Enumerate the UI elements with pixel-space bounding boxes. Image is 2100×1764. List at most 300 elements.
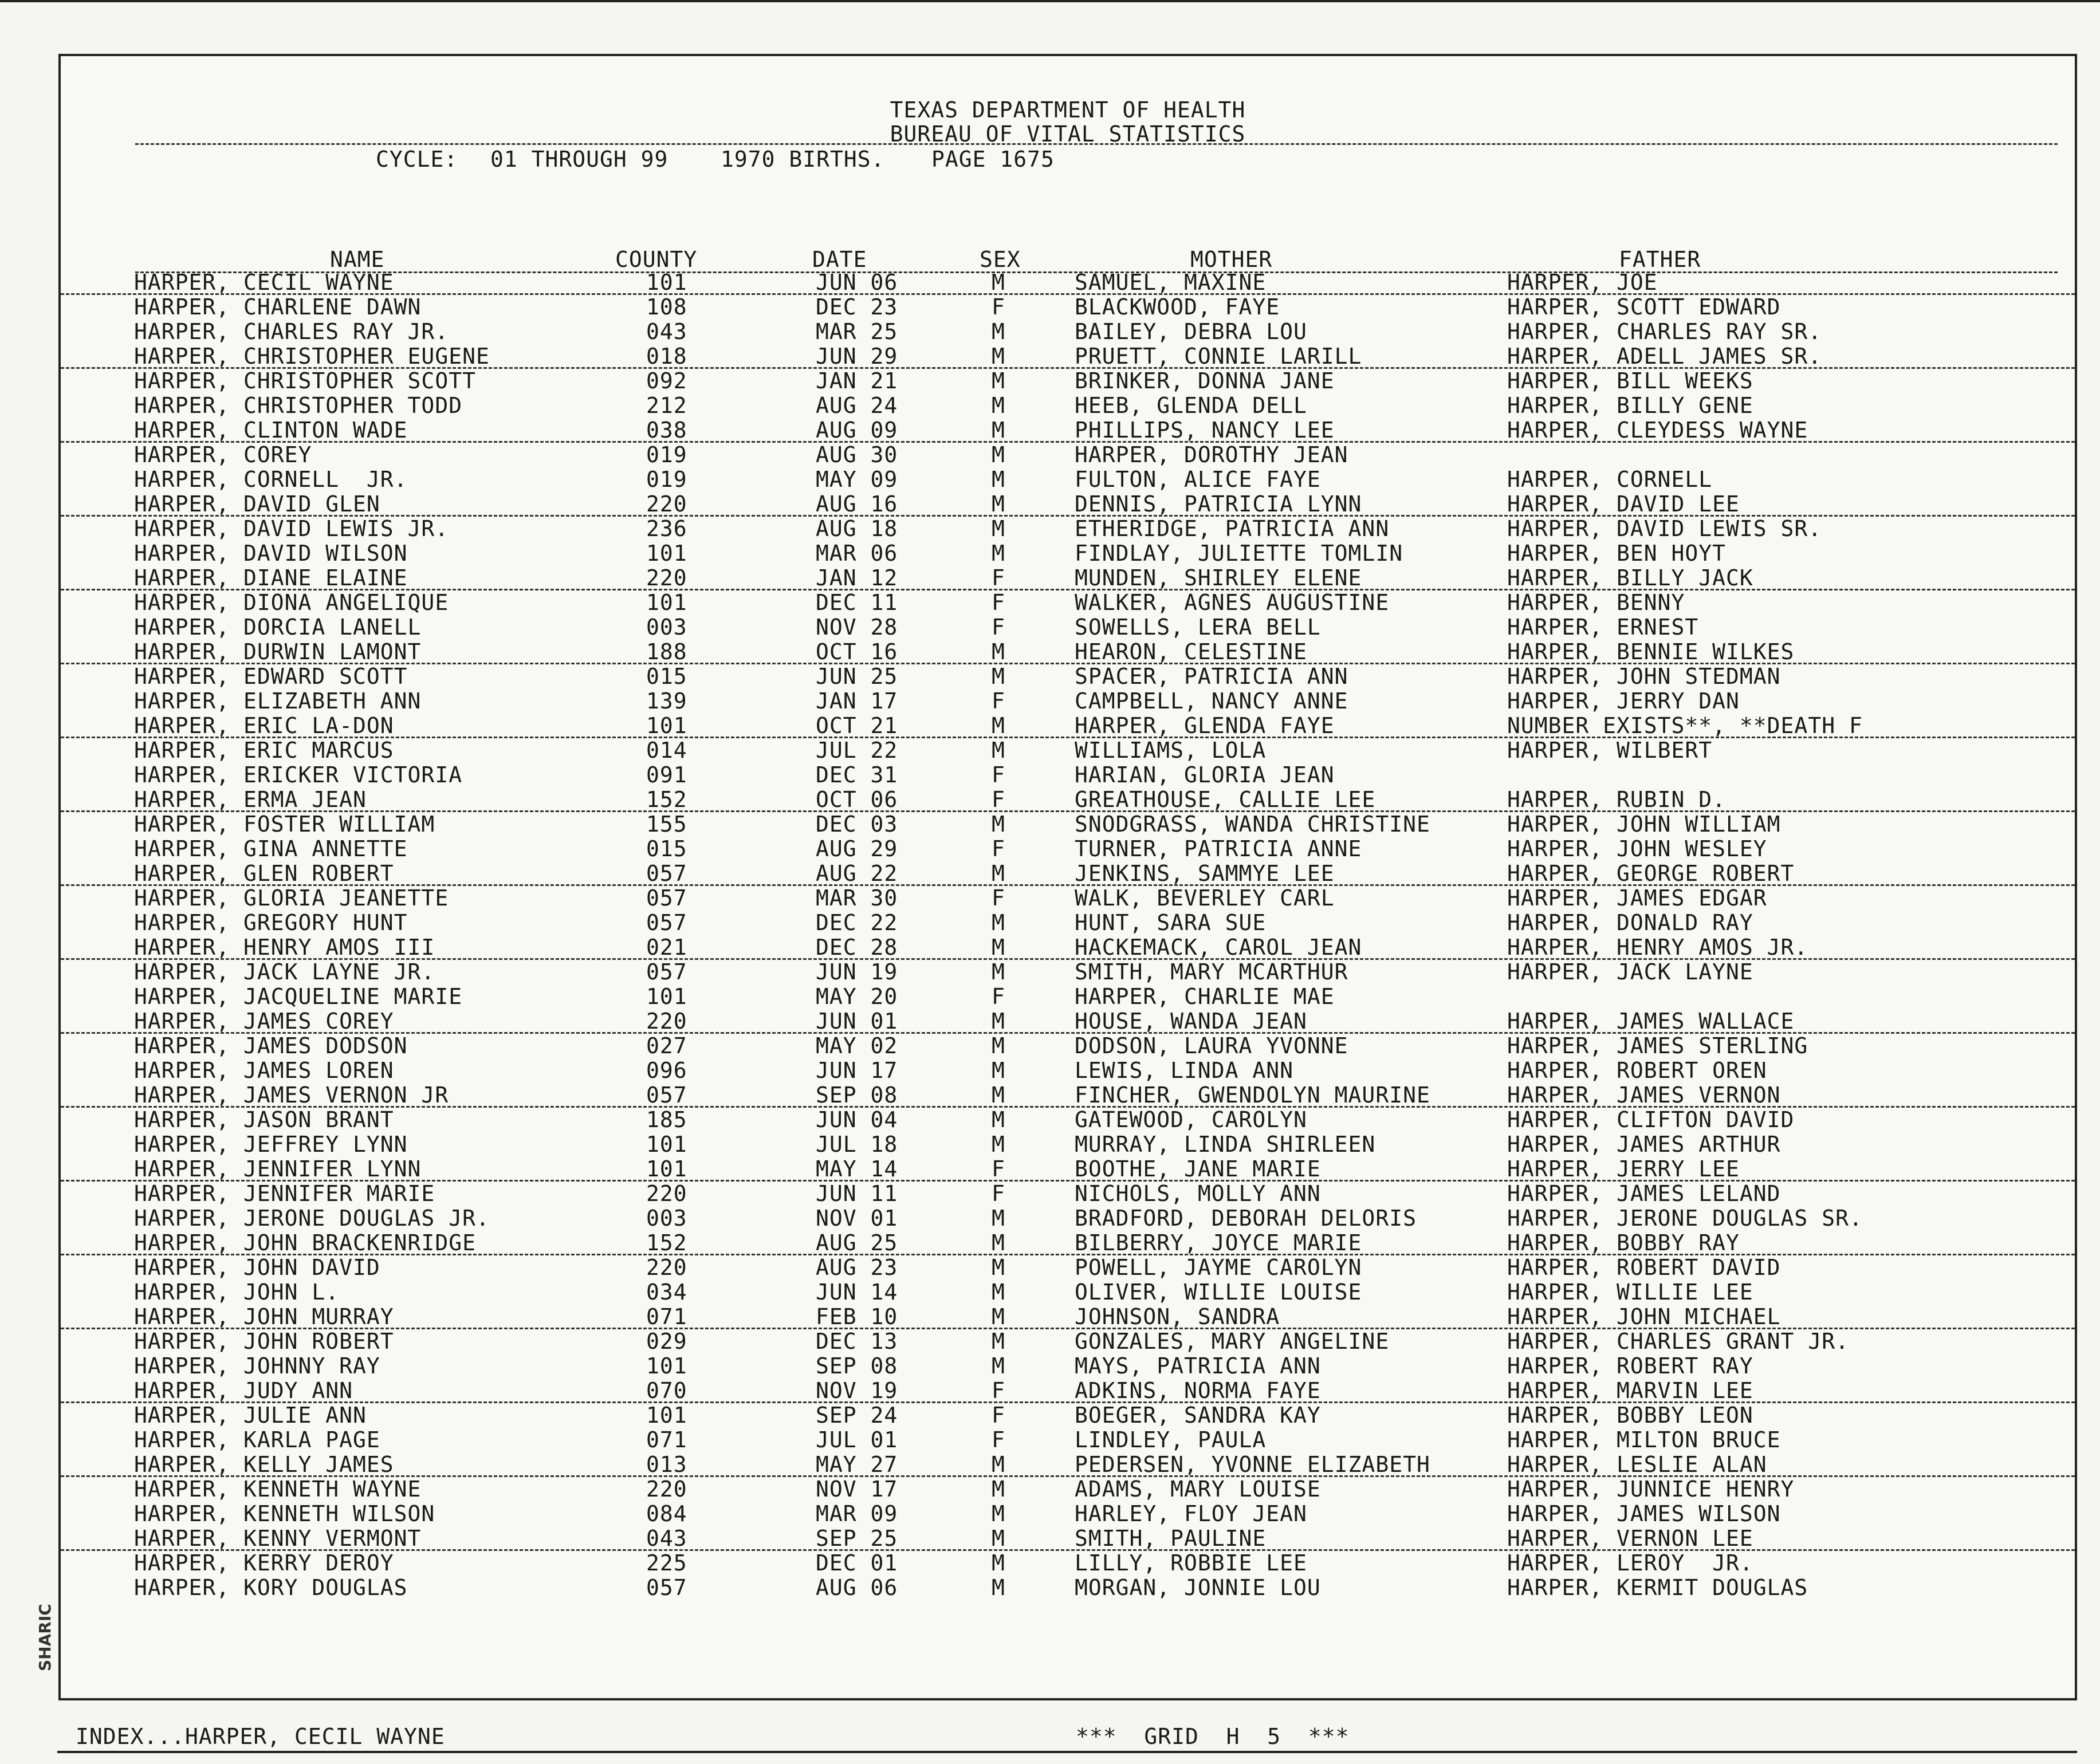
cell-mother: BLACKWOOD, FAYE (1075, 294, 1280, 320)
cell-county: 101 (646, 270, 687, 295)
cell-sex: M (992, 1550, 1005, 1576)
cell-sex: M (992, 1132, 1005, 1157)
cell-name: HARPER, JASON BRANT (134, 1107, 394, 1132)
cell-date: MAY 14 (816, 1156, 898, 1182)
cell-sex: M (992, 664, 1005, 689)
cell-mother: SMITH, MARY MCARTHUR (1075, 959, 1348, 985)
table-row (61, 517, 2075, 541)
cell-county: 220 (646, 1009, 687, 1034)
table-row (61, 344, 2075, 369)
cell-mother: WALKER, AGNES AUGUSTINE (1075, 590, 1390, 615)
cell-county: 101 (646, 1353, 687, 1379)
cell-father: HARPER, HENRY AMOS JR. (1507, 935, 1808, 960)
cell-sex: M (992, 1206, 1005, 1231)
table-row (61, 1108, 2075, 1132)
cell-date: JUN 17 (816, 1058, 898, 1083)
cell-name: HARPER, JULIE ANN (134, 1403, 367, 1428)
cell-mother: LINDLEY, PAULA (1075, 1427, 1267, 1452)
cell-mother: MURRAY, LINDA SHIRLEEN (1075, 1132, 1376, 1157)
cell-father: HARPER, DONALD RAY (1507, 910, 1753, 935)
cell-date: AUG 22 (816, 861, 898, 886)
cell-mother: BILBERRY, JOYCE MARIE (1075, 1230, 1362, 1255)
cell-sex: M (992, 713, 1005, 738)
cell-father: HARPER, DAVID LEWIS SR. (1507, 516, 1822, 541)
cell-county: 152 (646, 787, 687, 812)
cell-name: HARPER, JOHN DAVID (134, 1255, 380, 1280)
cell-name: HARPER, JERONE DOUGLAS JR. (134, 1206, 490, 1231)
cell-county: 057 (646, 861, 687, 886)
cell-county: 091 (646, 762, 687, 788)
cell-sex: M (992, 491, 1005, 517)
cell-father: HARPER, WILLIE LEE (1507, 1279, 1753, 1305)
table-row (61, 763, 2075, 788)
cell-father: HARPER, JAMES ARTHUR (1507, 1132, 1781, 1157)
cell-date: AUG 16 (816, 491, 898, 517)
cell-county: 027 (646, 1033, 687, 1058)
cell-mother: GONZALES, MARY ANGELINE (1075, 1329, 1390, 1354)
cell-father: HARPER, CHARLES RAY SR. (1507, 319, 1822, 344)
cell-father: HARPER, LEROY JR. (1507, 1550, 1753, 1576)
cell-county: 188 (646, 639, 687, 664)
cell-date: AUG 25 (816, 1230, 898, 1255)
col-mother: MOTHER (1190, 247, 1273, 272)
cell-date: JUL 01 (816, 1427, 898, 1452)
microfiche-frame (58, 54, 2077, 1749)
cell-date: AUG 29 (816, 836, 898, 861)
table-row (61, 1280, 2075, 1305)
cell-sex: M (992, 639, 1005, 664)
cell-mother: MUNDEN, SHIRLEY ELENE (1075, 565, 1362, 590)
cell-date: JUL 22 (816, 738, 898, 763)
table-row (61, 640, 2075, 664)
cell-mother: GREATHOUSE, CALLIE LEE (1075, 787, 1376, 812)
cell-county: 225 (646, 1550, 687, 1576)
cell-name: HARPER, KENNETH WILSON (134, 1501, 435, 1526)
cell-mother: HEARON, CELESTINE (1075, 639, 1307, 664)
cell-date: JUN 11 (816, 1181, 898, 1206)
table-row (61, 1576, 2075, 1600)
table-row (61, 788, 2075, 812)
cell-county: 101 (646, 1132, 687, 1157)
cell-sex: M (992, 393, 1005, 418)
cell-father: HARPER, MARVIN LEE (1507, 1378, 1753, 1403)
table-row (61, 1452, 2075, 1477)
cell-sex: F (992, 1181, 1005, 1206)
cell-date: SEP 25 (816, 1526, 898, 1551)
cell-mother: DENNIS, PATRICIA LYNN (1075, 491, 1362, 517)
cell-date: JUN 29 (816, 344, 898, 369)
index-footer: INDEX...HARPER, CECIL WAYNE (76, 1724, 445, 1749)
cell-father: HARPER, BILLY JACK (1507, 565, 1753, 590)
cell-county: 101 (646, 541, 687, 566)
cell-name: HARPER, JENNIFER MARIE (134, 1181, 435, 1206)
table-row (61, 369, 2075, 393)
table-row (61, 960, 2075, 985)
cell-name: HARPER, JOHN BRACKENRIDGE (134, 1230, 476, 1255)
cell-name: HARPER, JOHN MURRAY (134, 1304, 394, 1329)
cell-name: HARPER, JAMES COREY (134, 1009, 394, 1034)
cell-sex: M (992, 1526, 1005, 1551)
cell-father: HARPER, GEORGE ROBERT (1507, 861, 1795, 886)
cell-sex: M (992, 1452, 1005, 1477)
cell-father: HARPER, JAMES LELAND (1507, 1181, 1781, 1206)
cell-date: JUN 06 (816, 270, 898, 295)
cell-sex: F (992, 565, 1005, 590)
cell-date: MAY 09 (816, 467, 898, 492)
cell-father: HARPER, BENNIE WILKES (1507, 639, 1795, 664)
cell-father: HARPER, JAMES STERLING (1507, 1033, 1808, 1058)
cell-name: HARPER, CLINTON WADE (134, 418, 408, 443)
cell-sex: M (992, 738, 1005, 763)
cell-sex: M (992, 270, 1005, 295)
cell-date: MAR 30 (816, 885, 898, 911)
table-row (61, 467, 2075, 492)
cell-county: 220 (646, 491, 687, 517)
cell-county: 014 (646, 738, 687, 763)
table-row (61, 590, 2075, 615)
cell-date: JUN 19 (816, 959, 898, 985)
cell-county: 057 (646, 885, 687, 911)
top-rule (0, 0, 2100, 2)
cell-county: 101 (646, 1156, 687, 1182)
cell-mother: HEEB, GLENDA DELL (1075, 393, 1307, 418)
cell-date: MAY 20 (816, 984, 898, 1009)
cell-father: HARPER, JAMES VERNON (1507, 1082, 1781, 1108)
table-row (61, 812, 2075, 837)
cell-father: HARPER, JERRY DAN (1507, 688, 1740, 714)
cell-sex: M (992, 1082, 1005, 1108)
cell-father: HARPER, JUNNICE HENRY (1507, 1476, 1795, 1502)
cell-father: HARPER, JAMES WALLACE (1507, 1009, 1795, 1034)
cell-father: HARPER, DAVID LEE (1507, 491, 1740, 517)
cell-sex: M (992, 516, 1005, 541)
cell-mother: ADAMS, MARY LOUISE (1075, 1476, 1321, 1502)
table-row (61, 1231, 2075, 1255)
cell-name: HARPER, KARLA PAGE (134, 1427, 380, 1452)
table-row (61, 738, 2075, 763)
cell-name: HARPER, CHRISTOPHER EUGENE (134, 344, 490, 369)
cell-sex: F (992, 762, 1005, 788)
cycle-value: 01 THROUGH 99 (490, 147, 668, 172)
cell-mother: BOOTHE, JANE MARIE (1075, 1156, 1321, 1182)
cell-date: MAY 02 (816, 1033, 898, 1058)
cell-sex: M (992, 935, 1005, 960)
cell-county: 021 (646, 935, 687, 960)
cell-name: HARPER, JACQUELINE MARIE (134, 984, 463, 1009)
table-row (61, 1477, 2075, 1502)
cell-mother: LILLY, ROBBIE LEE (1075, 1550, 1307, 1576)
cell-date: DEC 28 (816, 935, 898, 960)
cell-mother: HUNT, SARA SUE (1075, 910, 1267, 935)
cell-name: HARPER, KELLY JAMES (134, 1452, 394, 1477)
cycle-label: CYCLE: (376, 147, 458, 172)
cell-name: HARPER, KERRY DEROY (134, 1550, 394, 1576)
cell-sex: M (992, 442, 1005, 467)
cell-mother: SOWELLS, LERA BELL (1075, 615, 1321, 640)
cell-date: AUG 18 (816, 516, 898, 541)
cell-date: AUG 30 (816, 442, 898, 467)
table-row (61, 886, 2075, 911)
table-row (61, 689, 2075, 714)
cell-date: AUG 23 (816, 1255, 898, 1280)
cell-county: 155 (646, 812, 687, 837)
cell-county: 015 (646, 836, 687, 861)
table-row (61, 1305, 2075, 1329)
cell-date: OCT 06 (816, 787, 898, 812)
cell-name: HARPER, HENRY AMOS III (134, 935, 435, 960)
cell-mother: JENKINS, SAMMYE LEE (1075, 861, 1335, 886)
header-rule (135, 143, 2058, 145)
cell-sex: M (992, 319, 1005, 344)
cell-date: SEP 08 (816, 1082, 898, 1108)
cell-mother: NICHOLS, MOLLY ANN (1075, 1181, 1321, 1206)
cell-sex: F (992, 787, 1005, 812)
cell-mother: PEDERSEN, YVONNE ELIZABETH (1075, 1452, 1430, 1477)
table-row (61, 1428, 2075, 1452)
cell-sex: M (992, 1353, 1005, 1379)
table-row (61, 418, 2075, 443)
cell-sex: M (992, 1058, 1005, 1083)
cell-sex: M (992, 1575, 1005, 1600)
cell-name: HARPER, KENNY VERMONT (134, 1526, 422, 1551)
cell-mother: HOUSE, WANDA JEAN (1075, 1009, 1307, 1034)
cell-mother: HACKEMACK, CAROL JEAN (1075, 935, 1362, 960)
table-row (61, 615, 2075, 640)
cell-date: DEC 23 (816, 294, 898, 320)
cell-mother: WALK, BEVERLEY CARL (1075, 885, 1335, 911)
cell-county: 019 (646, 442, 687, 467)
cell-mother: ADKINS, NORMA FAYE (1075, 1378, 1321, 1403)
cell-county: 038 (646, 418, 687, 443)
cell-mother: TURNER, PATRICIA ANNE (1075, 836, 1362, 861)
cell-county: 019 (646, 467, 687, 492)
cell-name: HARPER, GINA ANNETTE (134, 836, 408, 861)
header-line2: BUREAU OF VITAL STATISTICS (890, 121, 1246, 147)
cell-date: NOV 19 (816, 1378, 898, 1403)
cell-name: HARPER, DURWIN LAMONT (134, 639, 422, 664)
cell-father: HARPER, JOHN WESLEY (1507, 836, 1767, 861)
table-row (61, 1009, 2075, 1034)
cell-date: MAR 06 (816, 541, 898, 566)
cell-mother: GATEWOOD, CAROLYN (1075, 1107, 1307, 1132)
cell-sex: F (992, 615, 1005, 640)
cell-sex: F (992, 836, 1005, 861)
cell-name: HARPER, CORNELL JR. (134, 467, 408, 492)
cell-date: NOV 28 (816, 615, 898, 640)
cell-sex: F (992, 294, 1005, 320)
cell-sex: M (992, 344, 1005, 369)
table-row (61, 1354, 2075, 1379)
cell-county: 108 (646, 294, 687, 320)
cell-sex: M (992, 1304, 1005, 1329)
cell-county: 152 (646, 1230, 687, 1255)
table-row (61, 1255, 2075, 1280)
table-row (61, 320, 2075, 344)
cell-county: 185 (646, 1107, 687, 1132)
cell-sex: F (992, 984, 1005, 1009)
cell-name: HARPER, DIANE ELAINE (134, 565, 408, 590)
cell-county: 003 (646, 615, 687, 640)
cell-mother: FINDLAY, JULIETTE TOMLIN (1075, 541, 1403, 566)
cell-county: 057 (646, 1082, 687, 1108)
cell-name: HARPER, JOHN L. (134, 1279, 340, 1305)
table-row (61, 1206, 2075, 1231)
cell-name: HARPER, FOSTER WILLIAM (134, 812, 435, 837)
cell-mother: DODSON, LAURA YVONNE (1075, 1033, 1348, 1058)
cell-sex: M (992, 1279, 1005, 1305)
table-row (61, 935, 2075, 960)
cell-sex: F (992, 688, 1005, 714)
cell-mother: FULTON, ALICE FAYE (1075, 467, 1321, 492)
cell-father: HARPER, CLEYDESS WAYNE (1507, 418, 1808, 443)
cell-county: 034 (646, 1279, 687, 1305)
cell-date: JUL 18 (816, 1132, 898, 1157)
cell-sex: F (992, 1378, 1005, 1403)
side-label: SHARIC (36, 1604, 54, 1671)
cell-father: HARPER, BOBBY RAY (1507, 1230, 1740, 1255)
cell-father: HARPER, MILTON BRUCE (1507, 1427, 1781, 1452)
cell-county: 101 (646, 590, 687, 615)
cell-sex: F (992, 1403, 1005, 1428)
cell-date: MAY 27 (816, 1452, 898, 1477)
cell-date: JUN 14 (816, 1279, 898, 1305)
cell-date: DEC 13 (816, 1329, 898, 1354)
cell-mother: HARPER, DOROTHY JEAN (1075, 442, 1348, 467)
cell-father: HARPER, ROBERT DAVID (1507, 1255, 1781, 1280)
bottom-rule (57, 1751, 2077, 1753)
table-row (61, 443, 2075, 467)
cell-father: HARPER, ROBERT RAY (1507, 1353, 1753, 1379)
cell-name: HARPER, CECIL WAYNE (134, 270, 394, 295)
table-row (61, 1182, 2075, 1206)
table-row (61, 1083, 2075, 1108)
cell-name: HARPER, JEFFREY LYNN (134, 1132, 408, 1157)
table-row (61, 1329, 2075, 1354)
cell-father: HARPER, JAMES EDGAR (1507, 885, 1767, 911)
cell-sex: M (992, 1501, 1005, 1526)
table-row (61, 1157, 2075, 1182)
col-sex: SEX (980, 247, 1021, 272)
cell-sex: M (992, 1476, 1005, 1502)
table-row (61, 837, 2075, 861)
cell-name: HARPER, ERMA JEAN (134, 787, 367, 812)
cell-sex: M (992, 467, 1005, 492)
cell-father: HARPER, BILLY GENE (1507, 393, 1753, 418)
cell-county: 003 (646, 1206, 687, 1231)
cell-sex: M (992, 1033, 1005, 1058)
cell-county: 071 (646, 1304, 687, 1329)
cell-date: FEB 10 (816, 1304, 898, 1329)
cell-sex: M (992, 368, 1005, 393)
cell-mother: SMITH, PAULINE (1075, 1526, 1267, 1551)
cell-date: DEC 01 (816, 1550, 898, 1576)
cell-date: NOV 01 (816, 1206, 898, 1231)
cell-name: HARPER, CHRISTOPHER TODD (134, 393, 463, 418)
cell-name: HARPER, DIONA ANGELIQUE (134, 590, 449, 615)
cell-father: HARPER, RUBIN D. (1507, 787, 1727, 812)
cell-name: HARPER, GLEN ROBERT (134, 861, 394, 886)
cell-father: HARPER, JOHN STEDMAN (1507, 664, 1781, 689)
cell-date: AUG 09 (816, 418, 898, 443)
cell-sex: M (992, 541, 1005, 566)
cell-county: 015 (646, 664, 687, 689)
table-row (61, 1132, 2075, 1157)
cell-name: HARPER, DORCIA LANELL (134, 615, 422, 640)
cell-mother: PHILLIPS, NANCY LEE (1075, 418, 1335, 443)
cell-father: HARPER, BILL WEEKS (1507, 368, 1753, 393)
cell-mother: JOHNSON, SANDRA (1075, 1304, 1280, 1329)
cell-county: 043 (646, 1526, 687, 1551)
cell-name: HARPER, JUDY ANN (134, 1378, 353, 1403)
cell-name: HARPER, KORY DOUGLAS (134, 1575, 408, 1600)
cell-date: JAN 21 (816, 368, 898, 393)
cell-name: HARPER, CHARLENE DAWN (134, 294, 422, 320)
col-county: COUNTY (615, 247, 698, 272)
cell-county: 071 (646, 1427, 687, 1452)
cell-father: HARPER, CLIFTON DAVID (1507, 1107, 1795, 1132)
cell-father: HARPER, CORNELL (1507, 467, 1713, 492)
cell-mother: SPACER, PATRICIA ANN (1075, 664, 1348, 689)
cell-date: JAN 17 (816, 688, 898, 714)
cell-county: 236 (646, 516, 687, 541)
cell-date: SEP 08 (816, 1353, 898, 1379)
cell-mother: MORGAN, JONNIE LOU (1075, 1575, 1321, 1600)
cell-father: HARPER, BEN HOYT (1507, 541, 1727, 566)
cell-county: 139 (646, 688, 687, 714)
table-row (61, 861, 2075, 886)
cell-mother: HARIAN, GLORIA JEAN (1075, 762, 1335, 788)
cell-sex: M (992, 1009, 1005, 1034)
cell-father: HARPER, ADELL JAMES SR. (1507, 344, 1822, 369)
cell-date: OCT 16 (816, 639, 898, 664)
cell-date: JUN 01 (816, 1009, 898, 1034)
cell-name: HARPER, JACK LAYNE JR. (134, 959, 435, 985)
cell-father: HARPER, BOBBY LEON (1507, 1403, 1753, 1428)
table-row (61, 911, 2075, 935)
cell-date: JUN 04 (816, 1107, 898, 1132)
cell-mother: ETHERIDGE, PATRICIA ANN (1075, 516, 1390, 541)
cell-sex: M (992, 861, 1005, 886)
grid-footer: *** GRID H 5 *** (1076, 1724, 1350, 1749)
cell-name: HARPER, GREGORY HUNT (134, 910, 408, 935)
cell-county: 096 (646, 1058, 687, 1083)
cell-father: HARPER, JOHN MICHAEL (1507, 1304, 1781, 1329)
cell-name: HARPER, JOHN ROBERT (134, 1329, 394, 1354)
cell-mother: POWELL, JAYME CAROLYN (1075, 1255, 1362, 1280)
cell-county: 057 (646, 1575, 687, 1600)
table-row (61, 393, 2075, 418)
cell-county: 057 (646, 959, 687, 985)
table-row (61, 1526, 2075, 1551)
cell-father: HARPER, JOHN WILLIAM (1507, 812, 1781, 837)
cell-mother: BOEGER, SANDRA KAY (1075, 1403, 1321, 1428)
table-row (61, 985, 2075, 1009)
cell-sex: M (992, 1230, 1005, 1255)
cell-sex: M (992, 1329, 1005, 1354)
cell-mother: PRUETT, CONNIE LARILL (1075, 344, 1362, 369)
cell-mother: SAMUEL, MAXINE (1075, 270, 1267, 295)
table-row (61, 1379, 2075, 1403)
cell-father: HARPER, JAMES WILSON (1507, 1501, 1781, 1526)
cell-county: 057 (646, 910, 687, 935)
cell-county: 220 (646, 1181, 687, 1206)
cell-date: DEC 03 (816, 812, 898, 837)
cell-father: HARPER, VERNON LEE (1507, 1526, 1753, 1551)
cell-father: HARPER, ROBERT OREN (1507, 1058, 1767, 1083)
cell-name: HARPER, CHARLES RAY JR. (134, 319, 449, 344)
cell-father: HARPER, KERMIT DOUGLAS (1507, 1575, 1808, 1600)
header-line1: TEXAS DEPARTMENT OF HEALTH (890, 97, 1246, 123)
